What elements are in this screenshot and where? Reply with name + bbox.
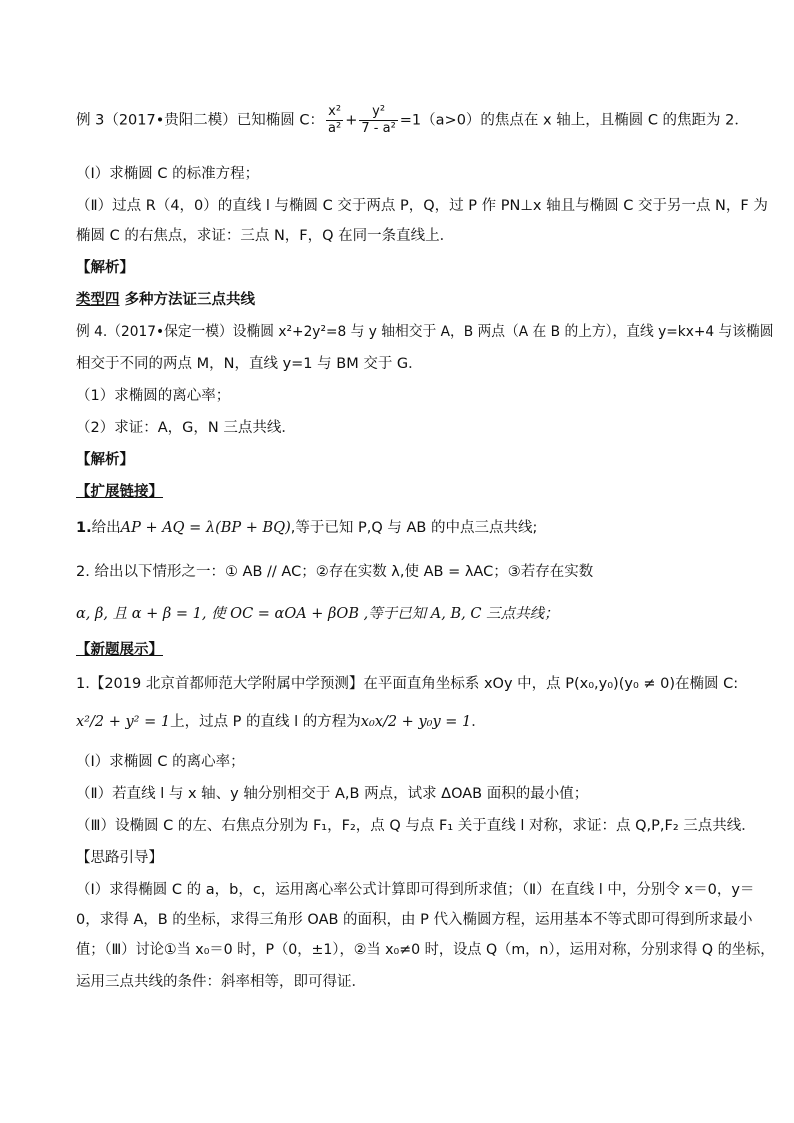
new-question-heading: 【新题展示】	[76, 642, 163, 658]
ellipse-equation: x²/2 + y² = 1	[76, 714, 171, 730]
type4-heading	[76, 290, 255, 310]
extension-item-2-line2: α, β, 且 α + β = 1, 使 OC = αOA + βOB ,等于已知 A, B, C 三点共线；	[76, 606, 559, 622]
guide-line2: 0，求得 A，B 的坐标，求得三角形 OAB 的面积，由 P 代入椭圆方程，运用基本不等式即可得到所求最小	[76, 912, 753, 928]
extension-item-1: 1.给出AP + AQ = λ(BP + BQ),等于已知 P,Q 与 AB 的中点三点共线;	[76, 520, 538, 536]
extension-item-2-line1: 2. 给出以下情形之一：① AB // AC；②存在实数 λ,使 AB = λAC；③若存在实数	[76, 564, 594, 580]
ex3-question-2-line2: 椭圆 C 的右焦点，求证：三点 N，F，Q 在同一条直线上．	[76, 228, 455, 244]
ex4-line1: 例 4.（2017•保定一模）设椭圆 x²+2y²=8 与 y 轴相交于 A，B 两点（A 在 B 的上方），直线 y=kx+4 与该椭圆	[76, 324, 774, 340]
guide-line1: （Ⅰ）求得椭圆 C 的 a，b，c，运用离心率公式计算即可得到所求值；（Ⅱ）在直线 l 中，分别令 x＝0，y＝	[76, 882, 755, 898]
guide-line3: 值；（Ⅲ）讨论①当 x₀＝0 时，P（0，±1），②当 x₀≠0 时，设点 Q（m，n），运用对称，分别求得 Q 的坐标，	[76, 942, 775, 958]
new-question-part-2: （Ⅱ）若直线 l 与 x 轴、y 轴分别相交于 A,B 两点，试求 ΔOAB 面积的最小值；	[76, 786, 589, 802]
new-question-part-1: （Ⅰ）求椭圆 C 的离心率；	[76, 754, 245, 770]
extension-heading: 【扩展链接】	[76, 484, 163, 500]
vector-sum-formula: AP + AQ = λ(BP + BQ)	[120, 520, 291, 536]
line-equation: x₀x/2 + y₀y = 1	[360, 714, 472, 730]
ex4-analysis-heading: 【解析】	[76, 452, 134, 468]
ex4-line2: 相交于不同的两点 M，N，直线 y=1 与 BM 交于 G．	[76, 356, 423, 372]
ex3-analysis-heading: 【解析】	[76, 260, 134, 276]
new-question-line1: 1.【2019 北京首都师范大学附属中学预测】在平面直角坐标系 xOy 中，点 P(x₀,y₀)(y₀ ≠ 0)在椭圆 C:	[76, 676, 739, 692]
new-question-part-3: （Ⅲ）设椭圆 C 的左、右焦点分别为 F₁，F₂，点 Q 与点 F₁ 关于直线 l 对称，求证：点 Q,P,F₂ 三点共线．	[76, 818, 756, 834]
guide-heading: 【思路引导】	[76, 850, 163, 866]
fraction-x2-a2: $\frac{\text{x²}}{\text{a²}}$	[328, 104, 342, 136]
guide-line4: 运用三点共线的条件：斜率相等，即可得证．	[76, 974, 366, 990]
new-question-line2: x²/2 + y² = 1上，过点 P 的直线 l 的方程为x₀x/2 + y₀y = 1．	[76, 714, 486, 730]
ex4-question-1: （1）求椭圆的离心率；	[76, 388, 231, 404]
ex3-question-2-line1: （Ⅱ）过点 R（4，0）的直线 l 与椭圆 C 交于两点 P，Q，过 P 作 PN⊥x 轴且与椭圆 C 交于另一点 N，F 为	[76, 198, 768, 214]
fraction-y2-7-a2: $\frac{\text{y²}}{\text{7 - a²}}$	[361, 104, 396, 136]
ex3-statement: 例 3（2017•贵阳二模）已知椭圆 C： $\frac{\text{x²}}{\text{a²}}$ + $\frac{\text{y²}}{\text{7 - a²}}$ =1（a>0）的焦点在 x 轴上，且椭圆 C 的焦距为 2．	[76, 104, 749, 136]
type4-label: 类型四	[76, 292, 120, 308]
type4-title: 多种方法证三点共线	[124, 292, 256, 308]
ex4-question-2: （2）求证：A，G，N 三点共线．	[76, 420, 296, 436]
ex3-question-1: （Ⅰ）求椭圆 C 的标准方程；	[76, 166, 260, 182]
